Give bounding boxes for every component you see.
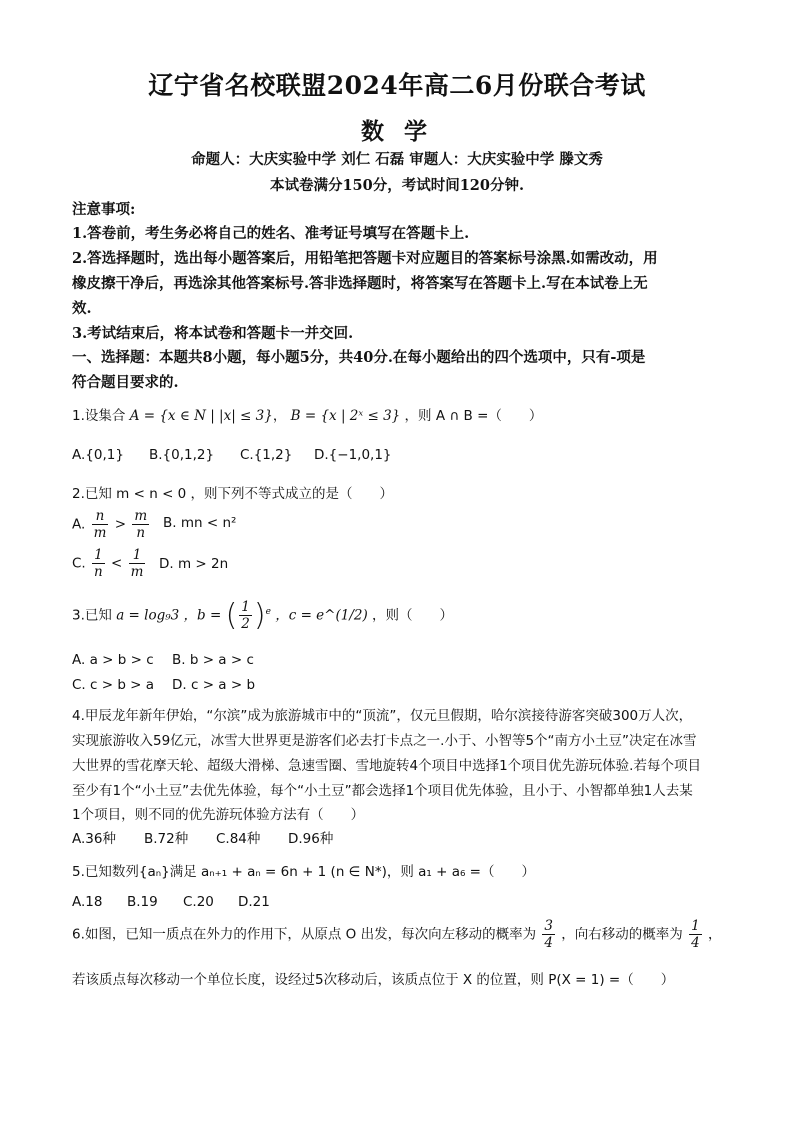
q5-option-c: C.20 (183, 894, 214, 910)
note-2-line-2: 橡皮擦干净后，再选涂其他答案标号.答非选择题时，将答案写在答题卡上.写在本试卷上无 (72, 275, 648, 292)
q3-option-d: D. c > a > b (172, 677, 256, 693)
q1-sep: ， (272, 408, 287, 424)
exam-title: 辽宁省名校联盟2024年高二6月份联合考试 (148, 71, 646, 100)
q6-line-1c: ， (707, 926, 722, 943)
q2-option-d: D. m > 2n (159, 556, 229, 572)
q4-option-a: A.36种 (72, 831, 116, 847)
question-3: 3.已知 a = log₉3 ，b = ( $\frac{1}{2}$ )$^e$ ，c = e^(1/2) ，则（ ） (72, 598, 454, 633)
question-2: 2.已知 m < n < 0 ，则下列不等式成立的是（ ） (72, 486, 394, 502)
q3-option-a: A. a > b > c (72, 652, 154, 668)
note-1: 1.答卷前，考生务必将自己的姓名、准考证号填写在答题卡上. (72, 225, 470, 242)
q3-c: ，c = e^(1/2) (275, 607, 368, 624)
q2-frac-1-over-m: $\frac{1}{m}$ (130, 547, 144, 580)
q5-option-a: A.18 (72, 894, 103, 910)
q1-option-b: B.{0,1,2} (149, 447, 215, 463)
q4-option-b: B.72种 (144, 831, 189, 847)
q2-option-a: A. $\frac{n}{m}$ > $\frac{m}{n}$ (72, 508, 148, 541)
exam-meta: 本试卷满分150分，考试时间120分钟. (269, 177, 525, 194)
q6-line-1a: 6.如图，已知一质点在外力的作用下，从原点 O 出发，每次向左移动的概率为 (72, 926, 537, 943)
q5-option-d: D.21 (238, 894, 270, 910)
question-6-line-1 (72, 918, 721, 951)
q4-line-2: 实现旅游收入59亿元，冰雪大世界更是游客们必去打卡点之一.小于、小智等5个“南方小土豆”决定在冰雪 (72, 733, 697, 749)
q5-option-b: B.19 (127, 894, 158, 910)
question-5: 5.已知数列{aₙ}满足 aₙ₊₁ + aₙ = 6n + 1 (n ∈ N*)，则 a₁ + a₆ =（ ） (72, 864, 535, 880)
q4-line-3: 大世界的雪花摩天轮、超级大滑梯、急速雪圈、雪地旋转4个项目中选择1个项目优先游玩体验.若每个项目 (72, 758, 701, 774)
q2-option-c: C. $\frac{1}{n}$ < $\frac{1}{m}$ (72, 547, 144, 580)
question-1 (72, 404, 542, 424)
question-6-line-2: 若该质点每次移动一个单位长度，设经过5次移动后，该质点位于 X 的位置，则 P(X = 1) =（ ） (72, 972, 675, 988)
note-2-line-1: 2.答选择题时，选出每小题答案后，用铅笔把答题卡对应题目的答案标号涂黑.如需改动，用 (72, 250, 658, 267)
section1-line-1: 一、选择题：本题共8小题，每小题5分，共40分.在每小题给出的四个选项中，只有-项是 (72, 349, 646, 366)
q1-ask: ，则 A ∩ B =（ ） (404, 408, 543, 424)
q1-option-c: C.{1,2} (240, 447, 293, 463)
q1-option-d: D.{−1,0,1} (314, 447, 392, 463)
q3-option-c: C. c > b > a (72, 677, 155, 693)
q6-frac-3-4: $\frac{3}{4}$ (544, 918, 553, 951)
q1-set-a: A = {x ∈ N | |x| ≤ 3} (129, 408, 273, 424)
q2-option-c-label: C. (72, 555, 86, 572)
q4-line-5: 1个项目，则不同的优先游玩体验方法有（ ） (72, 807, 365, 823)
q2-frac-m-over-n: $\frac{m}{n}$ (134, 508, 148, 541)
q3-frac-half: $\frac{1}{2}$ (241, 599, 250, 632)
q3-b-label: ，b = (183, 607, 222, 624)
q1-set-b: B = {x | 2ˣ ≤ 3} (290, 408, 401, 424)
q4-option-c: C.84种 (216, 831, 261, 847)
q4-option-d: D.96种 (288, 831, 334, 847)
q6-line-1b: ，向右移动的概率为 (561, 926, 683, 943)
notes-heading: 注意事项: (72, 201, 136, 218)
q2-frac-n-over-m: $\frac{n}{m}$ (93, 508, 107, 541)
q2-frac-1-over-n: $\frac{1}{n}$ (94, 547, 103, 580)
q4-line-1: 4.甲辰龙年新年伊始，“尔滨”成为旅游城市中的“顶流”，仅元旦假期，哈尔滨接待游客突破300万人次， (72, 708, 693, 724)
exam-authors: 命题人：大庆实验中学 刘仁 石磊 审题人：大庆实验中学 滕文秀 (191, 151, 603, 168)
exam-subject: 数 学 (360, 118, 433, 145)
note-3: 3.考试结束后，将本试卷和答题卡一并交回. (72, 325, 354, 342)
note-2-line-3: 效. (72, 300, 92, 317)
q6-frac-1-4: $\frac{1}{4}$ (691, 918, 700, 951)
q1-option-a: A.{0,1} (72, 447, 124, 463)
q2-option-a-label: A. (72, 516, 86, 533)
q3-option-b: B. b > a > c (172, 652, 254, 668)
q1-prefix: 1.设集合 (72, 408, 126, 424)
q2-option-b: B. mn < n² (163, 515, 237, 531)
q3-a: a = log₉3 (116, 607, 180, 624)
q3-prefix: 3.已知 (72, 607, 112, 624)
section1-line-2: 符合题目要求的. (72, 374, 179, 391)
q4-line-4: 至少有1个“小土豆”去优先体验，每个“小土豆”都会选择1个项目优先体验，且小于、小智都单独1人去某 (72, 783, 693, 799)
q3-ask: ，则（ ） (372, 607, 454, 624)
